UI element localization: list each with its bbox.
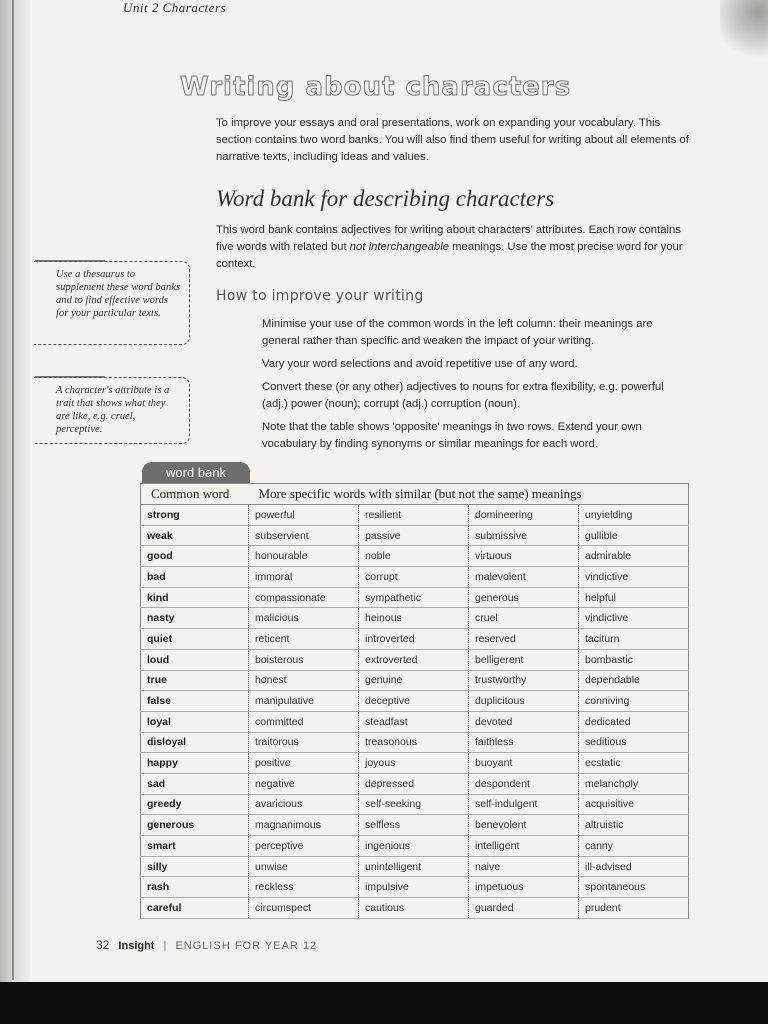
specific-word-cell: bombastic — [579, 649, 689, 670]
specific-word-cell: canny — [579, 836, 689, 857]
common-word-cell: generous — [141, 815, 249, 836]
specific-word-cell: benevolent — [469, 815, 579, 836]
specific-word-cell: reticent — [249, 629, 359, 650]
common-word-cell: rash — [141, 877, 249, 898]
specific-word-cell: corrupt — [359, 567, 469, 588]
common-word-cell: false — [141, 691, 249, 712]
specific-word-cell: unwise — [249, 856, 359, 877]
table-row — [141, 898, 689, 919]
specific-word-cell: buoyant — [469, 753, 579, 774]
word-bank-table — [140, 483, 689, 919]
tip-bullet: Minimise your use of the common words in the left column: their meanings are general rather than specific and weaken the impact of your writing. — [262, 318, 653, 347]
specific-word-cell: dedicated — [579, 711, 689, 732]
table-row — [141, 608, 689, 629]
common-word-cell: quiet — [141, 629, 249, 650]
common-word-cell: sad — [141, 773, 249, 794]
table-row — [141, 877, 689, 898]
table-row — [141, 836, 689, 857]
table-row — [141, 691, 689, 712]
specific-word-cell: perceptive — [249, 836, 359, 857]
common-word-cell: smart — [141, 836, 249, 857]
series-brand: Insight — [118, 940, 155, 952]
word-bank-heading: Word bank for describing characters — [216, 186, 555, 211]
common-word-cell: loud — [141, 649, 249, 670]
word-bank-paragraph — [216, 222, 691, 273]
table-row — [141, 546, 689, 567]
common-word-cell: true — [141, 670, 249, 691]
specific-word-cell: reserved — [469, 629, 579, 650]
spine-fold-line — [12, 0, 14, 980]
specific-word-cell: belligerent — [469, 649, 579, 670]
word-bank-emphasis: not interchangeable — [349, 241, 449, 253]
footer-separator: | — [163, 940, 167, 952]
specific-word-cell: passive — [359, 525, 469, 546]
specific-word-cell: selfless — [359, 815, 469, 836]
specific-word-cell: deceptive — [359, 691, 469, 712]
common-word-cell: strong — [141, 505, 249, 526]
specific-word-cell: steadfast — [359, 711, 469, 732]
page-footer — [96, 938, 317, 952]
specific-word-cell: intelligent — [469, 836, 579, 857]
common-word-cell: silly — [141, 856, 249, 877]
specific-word-cell: guarded — [469, 898, 579, 919]
table-row — [141, 773, 689, 794]
tip-bullet: Vary your word selections and avoid repetitive use of any word. — [262, 358, 578, 370]
table-row — [141, 753, 689, 774]
specific-word-cell: introverted — [359, 629, 469, 650]
specific-word-cell: compassionate — [249, 587, 359, 608]
common-word-cell: nasty — [141, 608, 249, 629]
specific-word-cell: honourable — [249, 546, 359, 567]
table-row — [141, 525, 689, 546]
specific-word-cell: negative — [249, 773, 359, 794]
specific-word-cell: immoral — [249, 567, 359, 588]
specific-word-cell: magnanimous — [249, 815, 359, 836]
specific-word-cell: spontaneous — [579, 877, 689, 898]
table-row — [141, 649, 689, 670]
specific-word-cell: prudent — [579, 898, 689, 919]
specific-word-cell: sympathetic — [359, 587, 469, 608]
specific-word-cell: unintelligent — [359, 856, 469, 877]
section-title: Writing about characters — [180, 72, 572, 102]
specific-word-cell: malicious — [249, 608, 359, 629]
specific-word-cell: honest — [249, 670, 359, 691]
specific-word-cell: seditious — [579, 732, 689, 753]
specific-word-cell: vindictive — [579, 608, 689, 629]
specific-word-cell: domineering — [469, 505, 579, 526]
word-bank-rows — [141, 505, 689, 919]
common-word-cell: greedy — [141, 794, 249, 815]
specific-word-cell: circumspect — [249, 898, 359, 919]
common-word-cell: disloyal — [141, 732, 249, 753]
specific-word-cell: faithless — [469, 732, 579, 753]
tip-bullet: Convert these (or any other) adjectives to nouns for extra flexibility, e.g. powerful (adj.) power (noun); corrupt (adj.) corruption (noun). — [262, 381, 664, 410]
specific-word-cell: self-seeking — [359, 794, 469, 815]
improve-writing-heading: How to improve your writing — [216, 288, 424, 304]
margin-note-attribute: A character's attribute is a trait that shows what they are like, e.g. cruel, perceptive. — [34, 377, 190, 444]
specific-word-cell: taciturn — [579, 629, 689, 650]
word-bank-text-2: meanings. Use the most precise word for your context. — [216, 241, 683, 270]
specific-word-cell: acquisitive — [579, 794, 689, 815]
series-title: ENGLISH FOR YEAR 12 — [175, 940, 318, 952]
page-number: 32 — [96, 938, 110, 952]
common-word-cell: good — [141, 546, 249, 567]
specific-word-cell: melancholy — [579, 773, 689, 794]
scan-bottom-edge — [0, 982, 768, 1024]
specific-word-cell: conniving — [579, 691, 689, 712]
table-row — [141, 732, 689, 753]
specific-word-cell: heinous — [359, 608, 469, 629]
table-row — [141, 505, 689, 526]
common-word-cell: happy — [141, 753, 249, 774]
common-word-cell: careful — [141, 898, 249, 919]
header-specific-words: More specific words with similar (but not the same) meanings — [249, 484, 689, 505]
specific-word-cell: altruistic — [579, 815, 689, 836]
table-row — [141, 587, 689, 608]
specific-word-cell: dependable — [579, 670, 689, 691]
table-row — [141, 794, 689, 815]
table-row — [141, 815, 689, 836]
specific-word-cell: cruel — [469, 608, 579, 629]
specific-word-cell: despondent — [469, 773, 579, 794]
specific-word-cell: noble — [359, 546, 469, 567]
specific-word-cell: treasonous — [359, 732, 469, 753]
specific-word-cell: ill-advised — [579, 856, 689, 877]
specific-word-cell: impetuous — [469, 877, 579, 898]
specific-word-cell: malevolent — [469, 567, 579, 588]
specific-word-cell: cautious — [359, 898, 469, 919]
specific-word-cell: joyous — [359, 753, 469, 774]
header-common-word: Common word — [141, 484, 249, 505]
specific-word-cell: submissive — [469, 525, 579, 546]
word-bank-text-1: This word bank contains adjectives for writing about characters' attributes. Each row contains five words with related but — [216, 224, 681, 253]
common-word-cell: kind — [141, 587, 249, 608]
specific-word-cell: reckless — [249, 877, 359, 898]
table-row — [141, 629, 689, 650]
specific-word-cell: trustworthy — [469, 670, 579, 691]
table-row — [141, 670, 689, 691]
specific-word-cell: ecstatic — [579, 753, 689, 774]
specific-word-cell: subservient — [249, 525, 359, 546]
specific-word-cell: avaricious — [249, 794, 359, 815]
tip-bullet: Note that the table shows 'opposite' meanings in two rows. Extend your own vocabulary by finding synonyms or similar meanings for each word. — [262, 421, 642, 450]
specific-word-cell: vindictive — [579, 567, 689, 588]
table-row — [141, 856, 689, 877]
specific-word-cell: impulsive — [359, 877, 469, 898]
specific-word-cell: self-indulgent — [469, 794, 579, 815]
intro-paragraph: To improve your essays and oral presentations, work on expanding your vocabulary. This section contains two word banks. You will also find them useful for writing about all elements of narrative texts, including ideas and values. — [216, 117, 689, 163]
specific-word-cell: duplicitous — [469, 691, 579, 712]
running-head: Unit 2 Characters — [123, 0, 227, 15]
specific-word-cell: committed — [249, 711, 359, 732]
table-row — [141, 567, 689, 588]
specific-word-cell: unyielding — [579, 505, 689, 526]
scan-corner-shadow — [720, 0, 768, 60]
common-word-cell: loyal — [141, 711, 249, 732]
table-row — [141, 711, 689, 732]
margin-note-thesaurus: Use a thesaurus to supplement these word banks and to find effective words for your particular texts. — [34, 261, 190, 345]
specific-word-cell: resilient — [359, 505, 469, 526]
specific-word-cell: generous — [469, 587, 579, 608]
specific-word-cell: ingenious — [359, 836, 469, 857]
specific-word-cell: traitorous — [249, 732, 359, 753]
table-header-row — [141, 484, 689, 505]
specific-word-cell: naive — [469, 856, 579, 877]
specific-word-cell: positive — [249, 753, 359, 774]
specific-word-cell: manipulative — [249, 691, 359, 712]
specific-word-cell: depressed — [359, 773, 469, 794]
common-word-cell: weak — [141, 525, 249, 546]
specific-word-cell: helpful — [579, 587, 689, 608]
specific-word-cell: virtuous — [469, 546, 579, 567]
specific-word-cell: admirable — [579, 546, 689, 567]
specific-word-cell: genuine — [359, 670, 469, 691]
common-word-cell: bad — [141, 567, 249, 588]
specific-word-cell: gullible — [579, 525, 689, 546]
specific-word-cell: boisterous — [249, 649, 359, 670]
word-bank-tab: word bank — [142, 462, 250, 484]
specific-word-cell: extroverted — [359, 649, 469, 670]
specific-word-cell: powerful — [249, 505, 359, 526]
book-spine-shadow — [0, 0, 30, 1024]
specific-word-cell: devoted — [469, 711, 579, 732]
